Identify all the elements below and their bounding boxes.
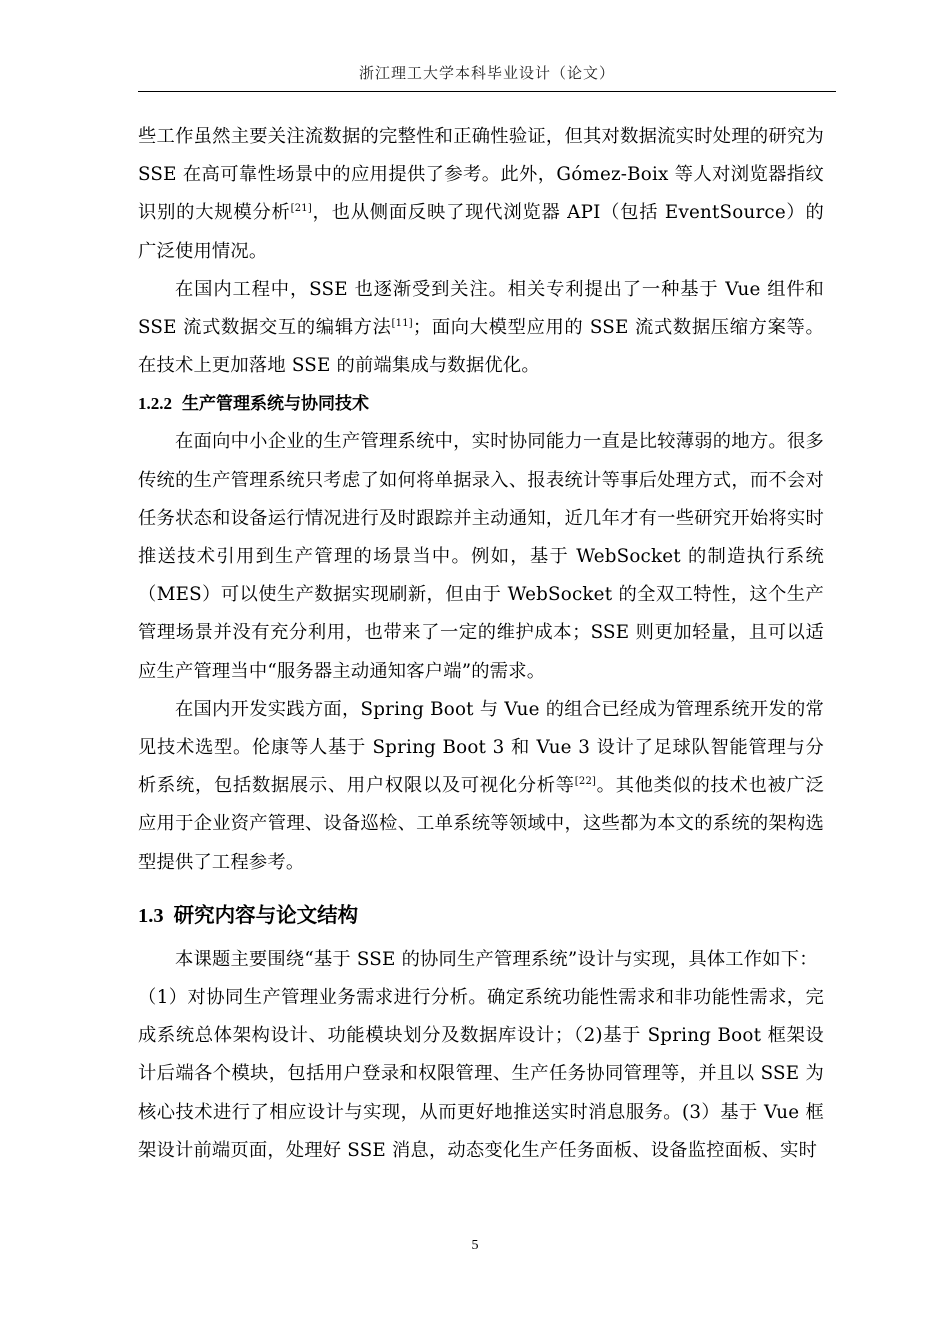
paragraph-text: 。其他类似的技术也被广泛应用于企业资产管理、设备巡检、工单系统等领域中，这些都为本文的系统的架构选型提供了工程参考。 <box>138 775 824 873</box>
paragraph: （1）对协同生产管理业务需求进行分析。确定系统功能性需求和非功能性需求，完成系统总体架构设计、功能模块划分及数据库设计；（2)基于 Spring Boot 框架设计后端各个模块，包括用户登录和权限管理、生产任务协同管理等，并且以 SSE 为核心技术进行了相应设计与实现，从而更好地推送实时消息服务。(3）基于 Vue 框架设计前端页面，处理好 SSE 消息，动态变化生产任务面板、设备监控面板、实时 <box>138 987 824 1161</box>
section-number: 1.3 <box>138 904 164 927</box>
paragraph <box>138 271 824 386</box>
paragraph: 在面向中小企业的生产管理系统中，实时协同能力一直是比较薄弱的地方。很多传统的生产管理系统只考虑了如何将单据录入、报表统计等事后处理方式，而不会对任务状态和设备运行情况进行及时跟踪并主动通知，近几年才有一些研究开始将实时推送技术引用到生产管理的场景当中。例如，基于 WebSocket 的制造执行系统（MES）可以使生产数据实现刷新，但由于 WebSocket 的全双工特性，这个生产管理场景并没有充分利用，也带来了一定的维护成本；SSE 则更加轻量，且可以适应生产管理当中“服务器主动通知客户端”的需求。 <box>138 431 824 682</box>
paragraph <box>138 118 824 271</box>
header-divider <box>138 91 836 92</box>
paragraph-text: 在国内开发实践方面，Spring Boot 与 Vue 的组合已经成为管理系统开发的常见技术选型。伦康等人基于 Spring Boot 3 和 Vue 3 设计了足球队智能管理与分析系统，包括数据展示、用户权限以及可视化分析等 <box>138 698 824 797</box>
running-header: 浙江理工大学本科毕业设计（论文） <box>358 64 615 82</box>
paragraph-text: ；面向大模型应用的 SSE 流式数据压缩方案等。在技术上更加落地 SSE 的前端集成与数据优化。 <box>138 317 824 377</box>
section-number: 1.2.2 <box>138 394 172 414</box>
section-heading-1-3 <box>138 894 824 937</box>
paragraph: 本课题主要围绕“基于 SSE 的协同生产管理系统”设计与实现，具体工作如下： <box>175 948 818 970</box>
citation-ref: [22] <box>574 776 597 788</box>
section-heading-1-2-2 <box>138 385 824 423</box>
paragraph-text: 些工作虽然主要关注流数据的完整性和正确性验证，但其对数据流实时处理的研究为 SSE 在高可靠性场景中的应用提供了参考。此外，Gómez-Boix 等人对浏览器指纹识别的大规模分析 <box>138 126 824 224</box>
paragraph <box>138 691 824 882</box>
section-title: 研究内容与论文结构 <box>173 902 359 927</box>
section-title: 生产管理系统与协同技术 <box>182 394 369 415</box>
page-body <box>138 118 824 1170</box>
paragraph-text: ，也从侧面反映了现代浏览器 API（包括 EventSource）的广泛使用情况。 <box>138 202 824 262</box>
citation-ref: [11] <box>391 318 413 330</box>
page-number: 5 <box>471 1238 479 1253</box>
citation-ref: [21] <box>290 203 312 215</box>
paragraph-text: 在国内工程中，SSE 也逐渐受到关注。相关专利提出了一种基于 Vue 组件和 SSE 流式数据交互的编辑方法 <box>138 278 824 339</box>
